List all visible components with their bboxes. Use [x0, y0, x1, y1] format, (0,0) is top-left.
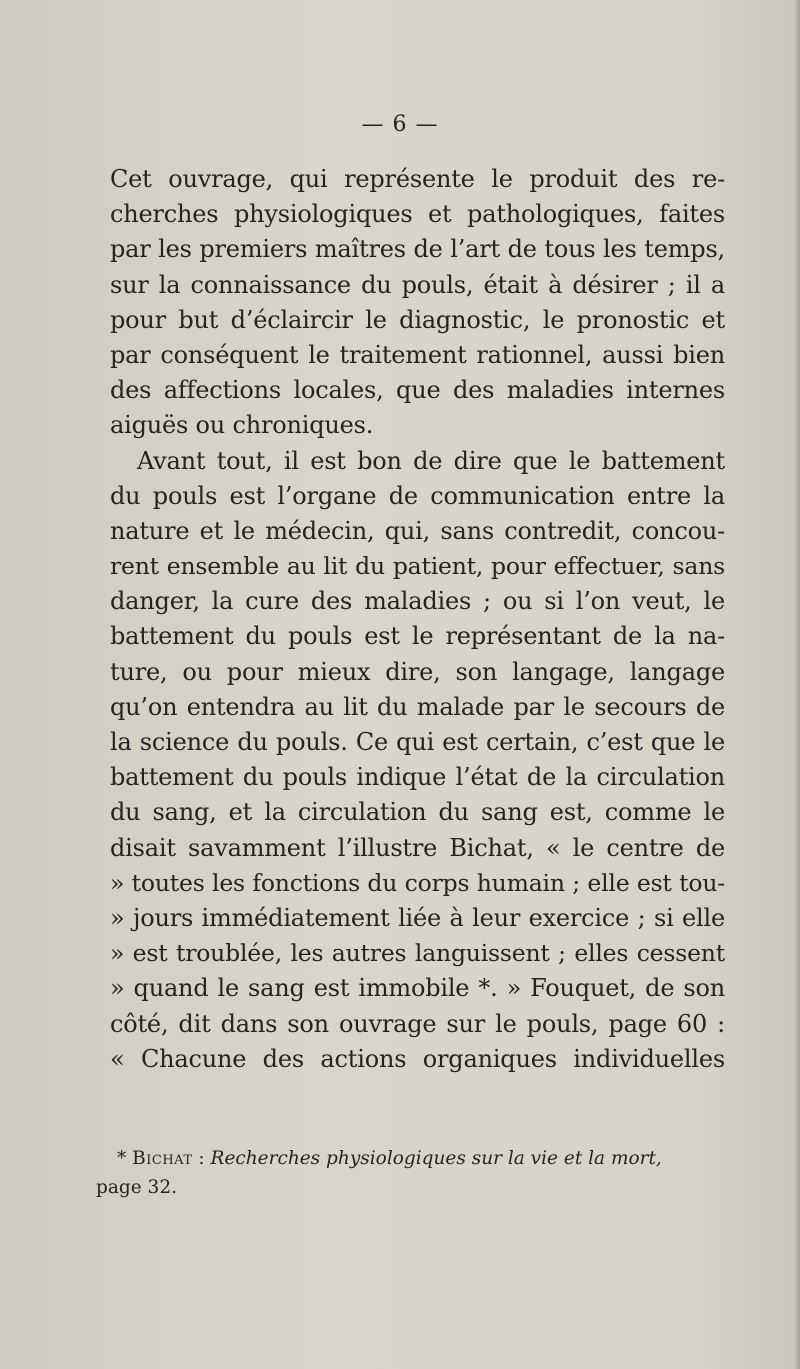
text-line: » toutes les fonctions du corps humain ; elle est tou-	[110, 868, 725, 897]
footnote-title: Recherches physiologiques sur la vie et la mort,	[210, 1148, 662, 1169]
footnote-marker: *	[117, 1148, 127, 1169]
page-edge-shadow	[794, 0, 800, 1369]
footnote-author: Bichat	[132, 1148, 193, 1169]
text-line: par conséquent le traitement rationnel, aussi bien	[110, 340, 725, 369]
text-line: rent ensemble au lit du patient, pour effectuer, sans	[110, 552, 725, 581]
text-line: cherches physiologiques et pathologiques, faites	[110, 200, 725, 229]
text-line: côté, dit dans son ouvrage sur le pouls, page 60 :	[110, 1009, 725, 1038]
text-line: par les premiers maîtres de l’art de tous les temps,	[110, 235, 725, 264]
text-line: » jours immédiatement liée à leur exercice ; si elle	[110, 903, 725, 932]
text-line: aiguës ou chroniques.	[110, 411, 374, 440]
text-line: nature et le médecin, qui, sans contredit, concou-	[110, 516, 725, 545]
text-line: du pouls est l’organe de communication entre la	[110, 481, 725, 510]
text-line: ture, ou pour mieux dire, son langage, langage	[110, 657, 725, 686]
text-line: battement du pouls est le représentant de la na-	[110, 622, 725, 651]
text-line: des affections locales, que des maladies internes	[110, 376, 725, 405]
text-line: battement du pouls indique l’état de la circulation	[110, 763, 725, 792]
footnote	[96, 1144, 726, 1202]
text-line: disait savamment l’illustre Bichat, « le centre de	[110, 833, 725, 862]
page-number: — 6 —	[361, 112, 439, 137]
footnote-page: page 32.	[96, 1177, 177, 1198]
text-line: qu’on entendra au lit du malade par le secours de	[110, 692, 725, 721]
text-line: danger, la cure des maladies ; ou si l’on veut, le	[110, 587, 725, 616]
text-line: la science du pouls. Ce qui est certain, c’est que le	[110, 728, 725, 756]
footnote-separator: :	[192, 1148, 211, 1169]
text-line: » est troublée, les autres languissent ; elles cessent	[110, 939, 725, 968]
text-line: « Chacune des actions organiques individuelles	[110, 1044, 725, 1073]
text-line: du sang, et la circulation du sang est, comme le	[110, 798, 725, 827]
body-text	[110, 162, 725, 1077]
text-line: sur la connaissance du pouls, était à désirer ; il a	[110, 270, 725, 299]
text-line: pour but d’éclaircir le diagnostic, le pronostic et	[110, 305, 725, 334]
text-line: » quand le sang est immobile *. » Fouquet, de son	[110, 974, 725, 1003]
footnote-line	[96, 1144, 726, 1173]
text-line: Avant tout, il est bon de dire que le battement	[137, 446, 725, 475]
text-line: Cet ouvrage, qui représente le produit des re-	[110, 165, 725, 193]
